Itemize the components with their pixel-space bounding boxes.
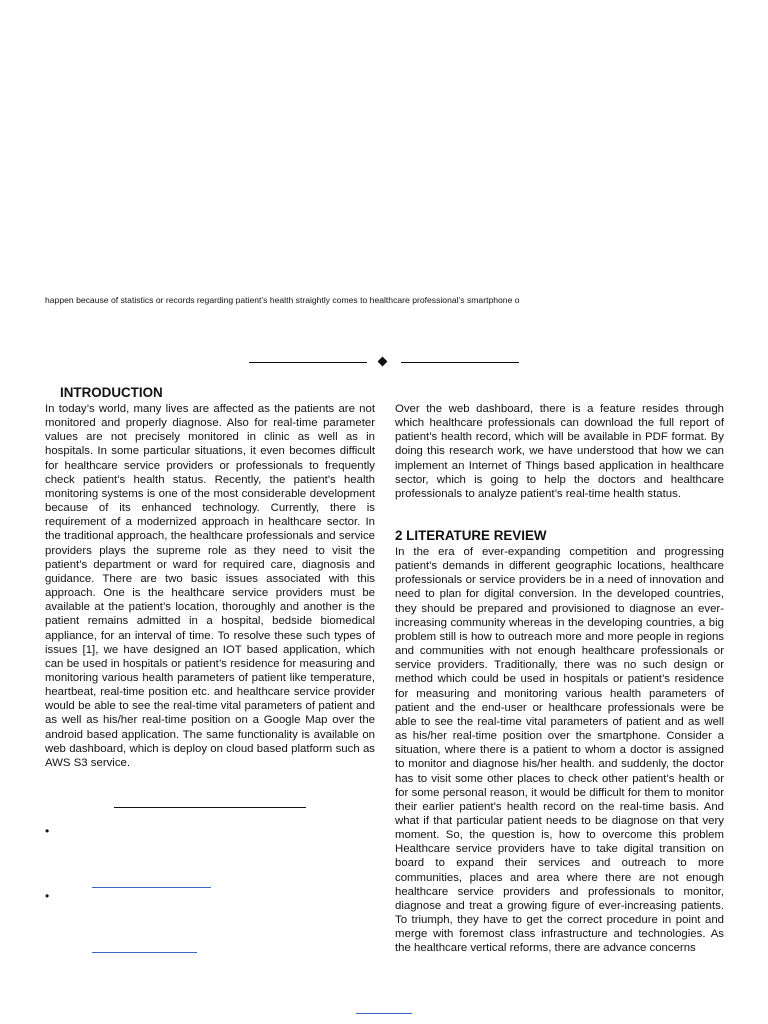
literature-review-paragraph: In the era of ever-expanding competition and progressing patient's demands in different geographic locations, healthcare professionals or service providers be in a need of innovation and need to plan for digital conversion. In the developed countries, they should be prepared and provisioned to diagnose an ever-increasing community whereas in the developing countries, a big problem still is how to outreach more and more people in regions and communities with not enough healthcare professionals or service providers. Traditionally, there was no such design or method which could be used in hospitals or patient’s residence for measuring and monitoring various health parameters of patient and the end-user or healthcare professionals were be able to see the real-time vital parameters of patient and as well as his/her real-time position over the smartphone. Consider a situation, where there is a patient to whom a doctor is assigned to monitor and diagnose his/her health. and suddenly, the doctor has to visit some other places to check other patient’s health or for some personal reason, it would be difficult for them to monitor their earlier patient’s health record on the real-time basis. And what if that particular patient needs to be diagnose on that very moment. So, the question is, how to overcome this problem Healthcare service providers have to take digital transition on board to expand their services and outreach to more communities, places and area where there are not enough healthcare service providers and professionals to monitor, diagnose and treat a growing figure of ever-increasing patients. To triumph, they have to get the correct procedure in point and merge with foremost class infrastructure and technologies. As the healthcare vertical reforms, there are advance concerns xyxy=(395,546,724,955)
page-footer-link[interactable] xyxy=(356,1013,412,1014)
footnote-bullet-2: • xyxy=(45,889,50,903)
footnote-separator xyxy=(114,807,306,808)
footnote-bullet-1: • xyxy=(45,824,50,838)
top-text-fragment: happen because of statistics or records regarding patient’s health straightly comes to healthcare professional’s smartphone o xyxy=(45,295,520,305)
right-intro-column xyxy=(395,402,724,501)
footnote-link-1[interactable] xyxy=(92,887,211,888)
divider-rule-right xyxy=(401,362,519,363)
diamond-icon xyxy=(378,357,388,367)
right-intro-paragraph: Over the web dashboard, there is a feature resides through which healthcare professionals can download the full report of patient’s health record, which will be available in PDF format. By doing this research work, we have understood that how we can implement an Internet of Things based application in healthcare sector, which is going to help the doctors and healthcare professionals to analyze patient’s real-time health status. xyxy=(395,403,724,500)
section-divider xyxy=(249,356,519,370)
introduction-heading: INTRODUCTION xyxy=(60,385,163,400)
divider-rule-left xyxy=(249,362,367,363)
literature-review-column xyxy=(395,545,724,956)
literature-review-heading: 2 LITERATURE REVIEW xyxy=(395,528,547,543)
introduction-column xyxy=(45,402,375,770)
introduction-paragraph: In today’s world, many lives are affected as the patients are not monitored and properly diagnose. Also for real-time parameter values are not precisely monitored in clinic as well as in hospitals. In some particular situations, it even becomes difficult for healthcare service providers or professionals to frequently check patient’s health status. Recently, the patient's health monitoring systems is one of the most considerable development because of its enhanced technology. Currently, there is requirement of a modernized approach in healthcare sector. In the traditional approach, the healthcare professionals and service providers plays the supreme role as they need to visit the patient’s department or ward for required care, diagnosis and guidance. There are two basic issues associated with this approach. One is the healthcare service providers must be available at the patient’s location, thoroughly and another is the patient remains admitted in a hospital, bedside biomedical appliance, for an interval of time. To resolve these such types of issues [1], we have designed an IOT based application, which can be used in hospitals or patient’s residence for measuring and monitoring various health parameters of patient like temperature, heartbeat, real-time position etc. and healthcare service provider would be able to see the real-time vital parameters of patient and as well as his/her real-time position on a Google Map over the android based application. The same functionality is available on web dashboard, which is deploy on cloud based platform such as AWS S3 service. xyxy=(45,403,375,769)
footnote-link-2[interactable] xyxy=(92,952,197,953)
